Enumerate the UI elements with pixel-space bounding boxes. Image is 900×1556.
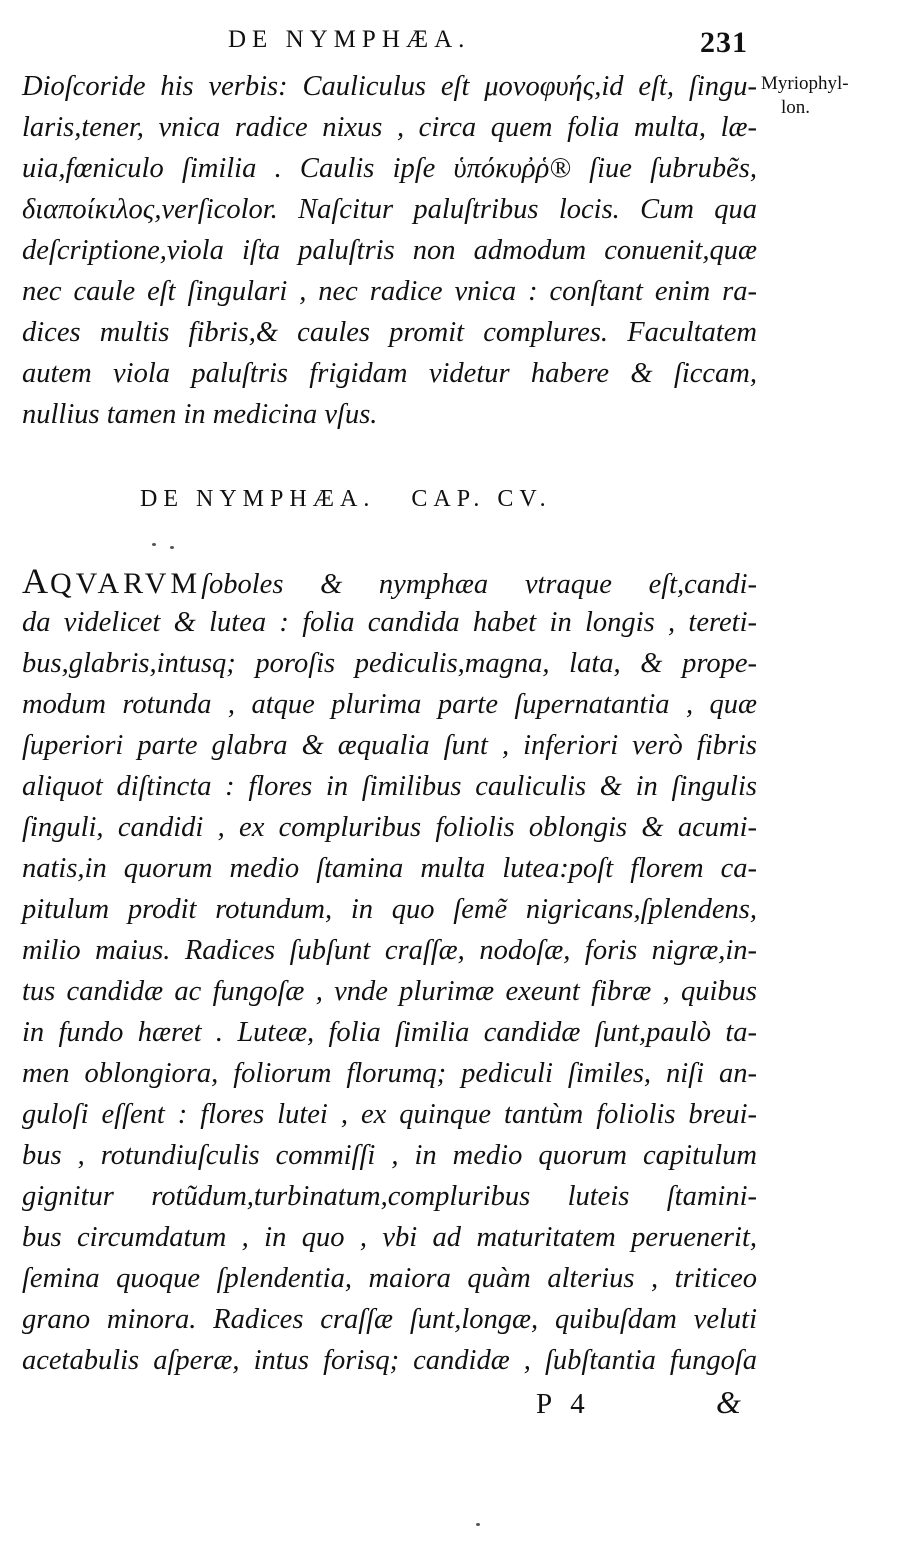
- chapter-heading: [140, 486, 552, 513]
- catchword: &: [716, 1384, 741, 1420]
- ink-speck: [476, 1523, 480, 1526]
- dropcap-rest: QVARVM: [50, 567, 202, 600]
- chapter-number: CAP. CV.: [411, 486, 552, 512]
- text-line: pitulum prodit rotundum, in quo ſemẽ nigricans,ſplendens,: [22, 894, 757, 925]
- text-line: uia,fœniculo ſimilia . Caulis ipſe ὑπόκυῤῥ® ſiue ſubrubẽs,: [22, 153, 757, 184]
- text-line: laris,tener, vnica radice nixus , circa quem folia multa, læ-: [22, 112, 757, 143]
- text-line: milio maius. Radices ſubſunt craſſæ, nodoſæ, foris nigræ,in-: [22, 935, 757, 966]
- text-line-first: [22, 561, 757, 602]
- chapter-title: DE NYMPHÆA.: [140, 486, 376, 512]
- text-line: bus circumdatum , in quo , vbi ad maturitatem peruenerit,: [22, 1222, 757, 1253]
- text-line: gignitur rotũdum,turbinatum,compluribus luteis ſtamini-: [22, 1181, 757, 1212]
- text-line: autem viola paluſtris frigidam videtur habere & ſiccam,: [22, 358, 757, 389]
- text-line: men oblongiora, foliorum florumq; pediculi ſimiles, niſi an-: [22, 1058, 757, 1089]
- text-line: acetabulis aſperæ, intus forisq; candidæ , ſubſtantia fungoſa: [22, 1345, 757, 1376]
- text-line: da videlicet & lutea : folia candida habet in longis , tereti-: [22, 607, 757, 638]
- text-line: aliquot diſtincta : flores in ſimilibus cauliculis & in ſingulis: [22, 771, 757, 802]
- text-line: tus candidæ ac fungoſæ , vnde plurimæ exeunt fibræ , quibus: [22, 976, 757, 1007]
- page-number: 231: [700, 26, 748, 59]
- text-line: διαποίκιλος,verſicolor. Naſcitur paluſtribus locis. Cum qua: [22, 194, 757, 225]
- margin-note: [761, 72, 893, 120]
- dropcap: [22, 561, 202, 601]
- text-line: dices multis fibris,& caules promit complures. Facultatem: [22, 317, 757, 348]
- margin-note-line: Myriophyl-: [761, 73, 849, 94]
- ink-speck: [170, 546, 174, 549]
- text-line: nullius tamen in medicina vſus.: [22, 399, 378, 430]
- signature-mark: P 4: [536, 1388, 591, 1420]
- text-line: in fundo hæret . Luteæ, folia ſimilia candidæ ſunt,paulò ta-: [22, 1017, 757, 1048]
- text-line: bus,glabris,intusq; poroſis pediculis,magna, lata, & prope-: [22, 648, 757, 679]
- chapter-body-text: [22, 561, 757, 1381]
- text-line: guloſi eſſent : flores lutei , ex quinque tantùm foliolis breui-: [22, 1099, 757, 1130]
- text-line: modum rotunda , atque plurima parte ſupernatantia , quæ: [22, 689, 757, 720]
- text-line: grano minora. Radices craſſæ ſunt,longæ, quibuſdam veluti: [22, 1304, 757, 1335]
- previous-section-text: [22, 66, 757, 435]
- ink-speck: [152, 543, 156, 546]
- first-line-text: ſoboles & nymphæa vtraque eſt,candi-: [201, 569, 757, 600]
- text-line: ſemina quoque ſplendentia, maiora quàm alterius , triticeo: [22, 1263, 757, 1294]
- running-title: DE NYMPHÆA.: [228, 26, 471, 53]
- text-line: Dioſcoride his verbis: Cauliculus eſt μονοφυής,id eſt, ſingu-: [22, 71, 757, 102]
- margin-note-line: lon.: [781, 97, 811, 118]
- text-line: bus , rotundiuſculis commiſſi , in medio quorum capitulum: [22, 1140, 757, 1171]
- text-line: nec caule eſt ſingulari , nec radice vnica : conſtant enim ra-: [22, 276, 757, 307]
- text-line: deſcriptione,viola iſta paluſtris non admodum conuenit,quæ: [22, 235, 757, 266]
- text-line: natis,in quorum medio ſtamina multa lutea:poſt florem ca-: [22, 853, 757, 884]
- dropcap-initial: A: [22, 561, 50, 601]
- text-line: ſinguli, candidi , ex compluribus foliolis oblongis & acumi-: [22, 812, 757, 843]
- text-line: ſuperiori parte glabra & æqualia ſunt , inferiori verò fibris: [22, 730, 757, 761]
